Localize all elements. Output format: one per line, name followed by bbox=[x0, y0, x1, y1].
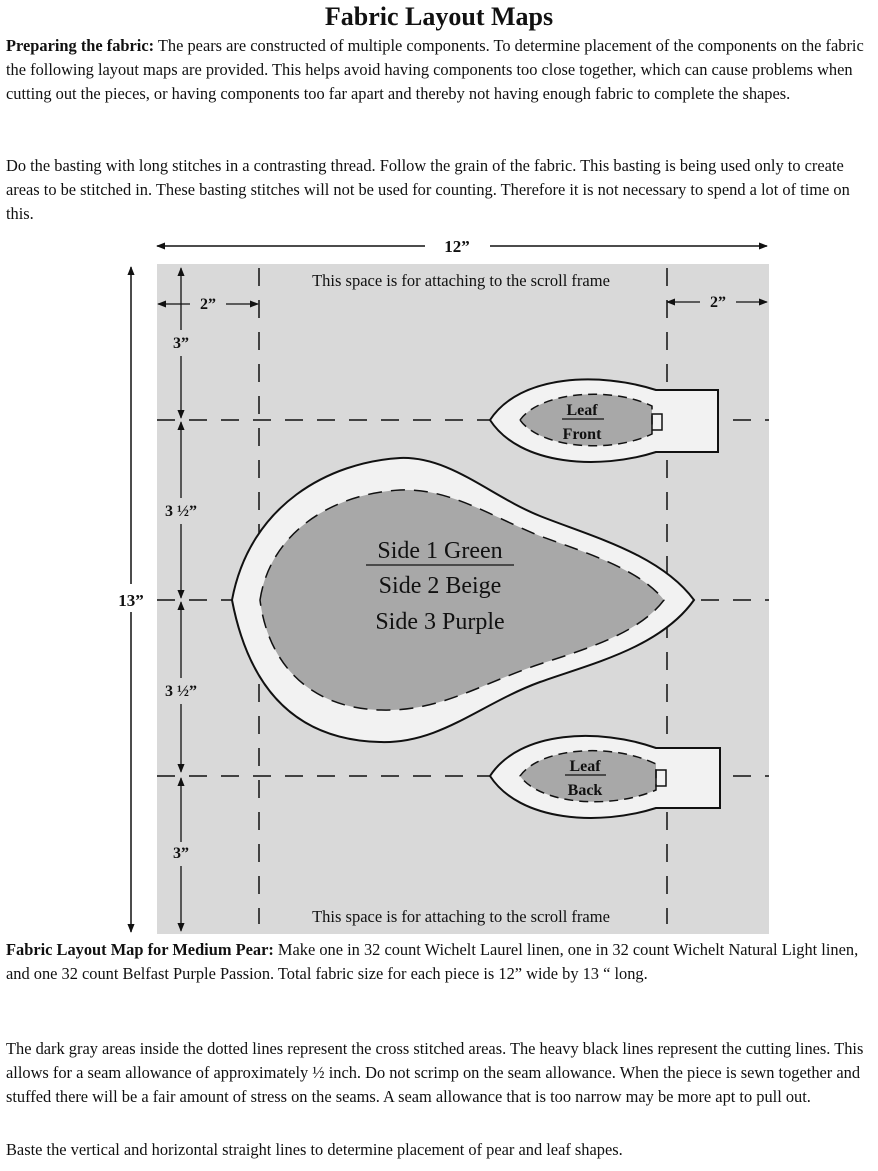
bottom-scroll-frame-note: This space is for attaching to the scroll frame bbox=[312, 907, 610, 926]
bottom-segment-label: 3” bbox=[173, 845, 189, 862]
page-title: Fabric Layout Maps bbox=[324, 2, 554, 31]
leaf-front-shape bbox=[490, 379, 718, 462]
top-segment-label: 3” bbox=[173, 335, 189, 352]
pear-label-line1: Side 1 Green bbox=[377, 538, 503, 564]
leaf-front-label-line2: Front bbox=[562, 426, 602, 443]
gray-areas-paragraph: The dark gray areas inside the dotted lines represent the cross stitched areas. The heavy black lines represent the cutting lines. This allows for a seam allowance of approximately ½ inch. Do not scrimp on the seam allowance. When the piece is sewn together and stuffed there will be a fair amount of stress on the seams. A seam allowance that is too narrow may be more apt to pull out. bbox=[6, 1039, 864, 1106]
medium-pear-heading: Fabric Layout Map for Medium Pear: bbox=[6, 940, 274, 959]
height-label: 13” bbox=[118, 591, 144, 610]
pear-label-line3: Side 3 Purple bbox=[375, 609, 505, 635]
leaf-back-label-line2: Back bbox=[567, 782, 603, 799]
preparing-paragraph bbox=[6, 34, 874, 106]
width-label: 12” bbox=[444, 237, 470, 256]
top-scroll-frame-note: This space is for attaching to the scroll frame bbox=[312, 271, 610, 290]
medium-pear-text: Make one in 32 count Wichelt Laurel linen, one in 32 count Wichelt Natural Light linen, and one 32 count Belfast Purple Passion. Total fabric size for each piece is 12” wide by 13 “ long. bbox=[6, 940, 859, 983]
upper-mid-segment-label: 3 ½” bbox=[165, 503, 197, 520]
leaf-back-shape bbox=[490, 736, 720, 818]
baste-paragraph: Baste the vertical and horizontal straight lines to determine placement of pear and leaf shapes. bbox=[6, 1140, 623, 1159]
lower-mid-segment-label: 3 ½” bbox=[165, 683, 197, 700]
right-margin-label: 2” bbox=[710, 294, 726, 311]
fabric-layout-diagram bbox=[0, 234, 878, 934]
leaf-front-label-line1: Leaf bbox=[566, 402, 598, 419]
preparing-heading: Preparing the fabric: bbox=[6, 36, 155, 55]
left-margin-label: 2” bbox=[200, 296, 216, 313]
basting-paragraph: Do the basting with long stitches in a contrasting thread. Follow the grain of the fabric. This basting is being used only to create areas to be stitched in. These basting stitches will not be used for counting. Therefore it is not necessary to spend a lot of time on this. bbox=[6, 156, 850, 223]
leaf-back-label-line1: Leaf bbox=[569, 758, 601, 775]
pear-label-line2: Side 2 Beige bbox=[378, 573, 502, 599]
medium-pear-paragraph bbox=[6, 938, 874, 986]
preparing-text: The pears are constructed of multiple components. To determine placement of the components on the fabric the following layout maps are provided. This helps avoid having components too close together, which can cause problems when cutting out the pieces, or having components too far apart and thereby not having enough fabric to complete the shapes. bbox=[6, 36, 864, 103]
